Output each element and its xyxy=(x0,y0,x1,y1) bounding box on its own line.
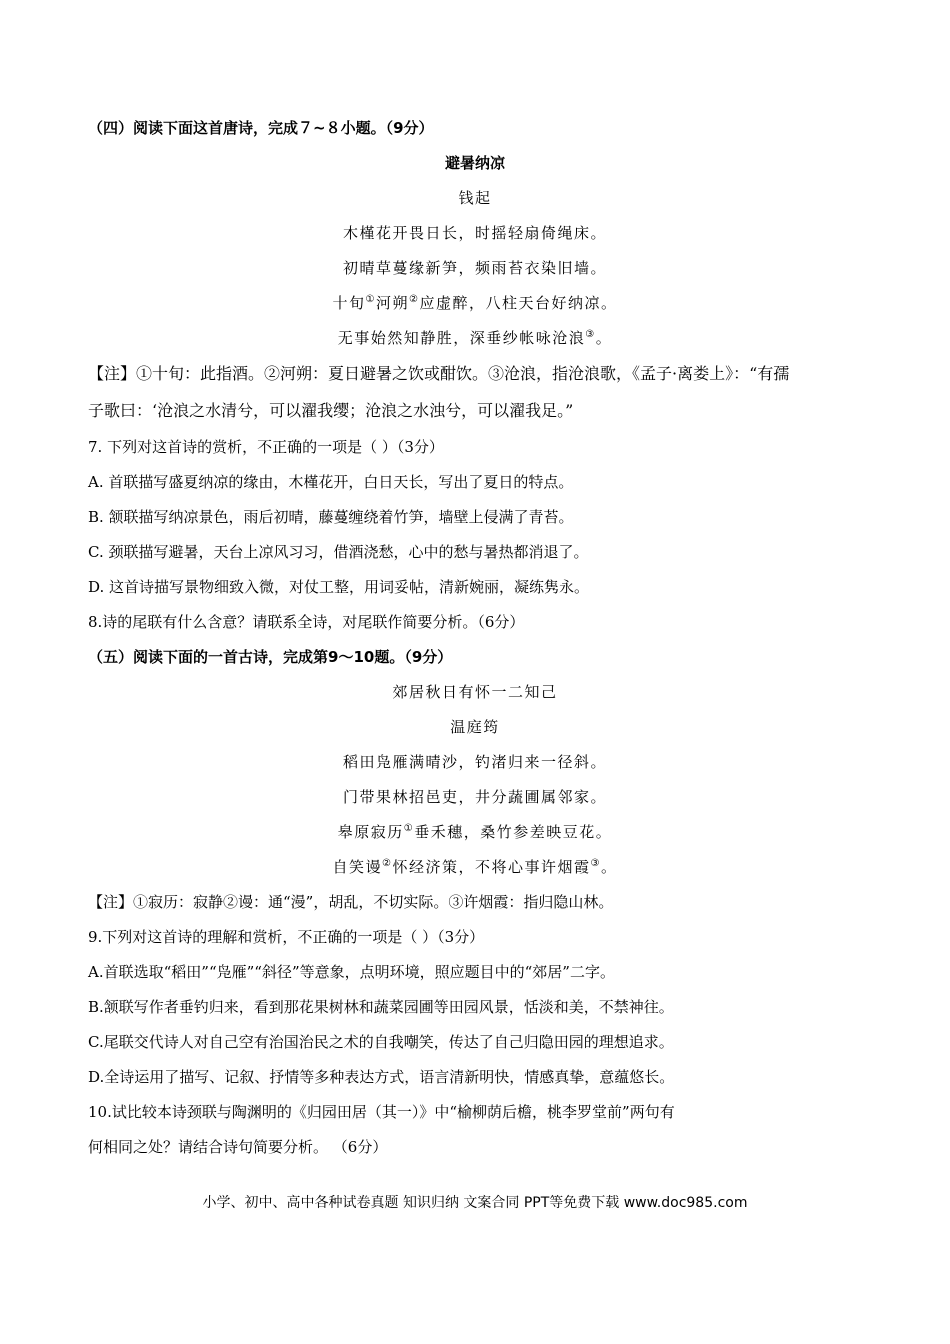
question-7-option-a: A. 首联描写盛夏纳凉的缘由，木槿花开，白日天长，写出了夏日的特点。 xyxy=(88,473,574,491)
poem-2-line-3: 皋原寂历①垂禾穗，桑竹参差映豆花。 xyxy=(337,823,613,841)
poem-1-title: 避暑纳凉 xyxy=(444,154,505,172)
poem-1-line-1: 木槿花开畏日长，时摇轻扇倚绳床。 xyxy=(342,224,607,242)
poem-1-note-line-1: 【注】①十旬：此指酒。②河朔：夏日避暑之饮或酣饮。③沧浪，指沧浪歌，《孟子·离娄上》：“有孺 xyxy=(88,364,790,383)
poem-2-line-4: 自笑谩②怀经济策，不将心事许烟霞③。 xyxy=(332,858,618,876)
poem-1-line-3: 十旬①河朔②应虚醉，八柱天台好纳凉。 xyxy=(332,294,618,312)
section-4-heading: （四）阅读下面这首唐诗，完成７~８小题。（9分） xyxy=(88,119,434,137)
question-7-option-c: C. 颈联描写避暑，天台上凉风习习，借酒浇愁，心中的愁与暑热都消退了。 xyxy=(88,543,589,561)
question-7-option-d: D. 这首诗描写景物细致入微，对仗工整，用词妥帖，清新婉丽，凝练隽永。 xyxy=(88,578,590,596)
question-10-line-2: 何相同之处？请结合诗句简要分析。 （6分） xyxy=(88,1138,388,1156)
poem-1-line-2: 初晴草蔓缘新笋，频雨苔衣染旧墙。 xyxy=(342,259,607,277)
poem-1-line-4: 无事始然知静胜，深垂纱帐咏沧浪③。 xyxy=(337,329,613,347)
poem-1-note-line-2: 子歌曰：‘沧浪之水清兮，可以濯我缨；沧浪之水浊兮，可以濯我足。” xyxy=(88,401,574,420)
question-7: 7. 下列对这首诗的赏析，不正确的一项是（ ）（3分） xyxy=(88,438,444,456)
question-7-option-b: B. 颔联描写纳凉景色，雨后初晴，藤蔓缠绕着竹笋，墙壁上侵满了青苔。 xyxy=(88,508,574,526)
poem-2-note: 【注】①寂历：寂静②谩：通“漫”，胡乱，不切实际。③许烟霞：指归隐山林。 xyxy=(88,893,614,911)
question-10-line-1: 10.试比较本诗颈联与陶渊明的《归园田居（其一）》中“榆柳荫后檐，桃李罗堂前”两句有 xyxy=(88,1103,675,1121)
question-9-option-d: D.全诗运用了描写、记叙、抒情等多种表达方式，语言清新明快，情感真挚，意蕴悠长。 xyxy=(88,1068,675,1086)
poem-2-line-1: 稻田凫雁满晴沙，钓渚归来一径斜。 xyxy=(342,753,607,771)
poem-2-line-2: 门带果林招邑吏，井分蔬圃属邻家。 xyxy=(342,788,607,806)
section-5-heading: （五）阅读下面的一首古诗，完成第9～10题。（9分） xyxy=(88,648,453,666)
question-9-option-b: B.颔联写作者垂钓归来，看到那花果树林和蔬菜园圃等田园风景，恬淡和美，不禁神往。 xyxy=(88,998,674,1016)
question-9-option-c: C.尾联交代诗人对自己空有治国治民之术的自我嘲笑，传达了自己归隐田园的理想追求。 xyxy=(88,1033,674,1051)
poem-1-author: 钱起 xyxy=(458,189,492,207)
question-9-option-a: A.首联选取“稻田”“凫雁”“斜径”等意象，点明环境，照应题目中的“郊居”二字。 xyxy=(88,963,615,981)
poem-2-title: 郊居秋日有怀一二知己 xyxy=(392,683,558,701)
poem-2-author: 温庭筠 xyxy=(450,718,500,736)
question-9: 9.下列对这首诗的理解和赏析，不正确的一项是（ ）（3分） xyxy=(88,928,485,946)
page-footer: 小学、初中、高中各种试卷真题 知识归纳 文案合同 PPT等免费下载 www.doc985.com xyxy=(202,1195,748,1211)
question-8: 8.诗的尾联有什么含意？请联系全诗，对尾联作简要分析。（6分） xyxy=(88,613,525,631)
